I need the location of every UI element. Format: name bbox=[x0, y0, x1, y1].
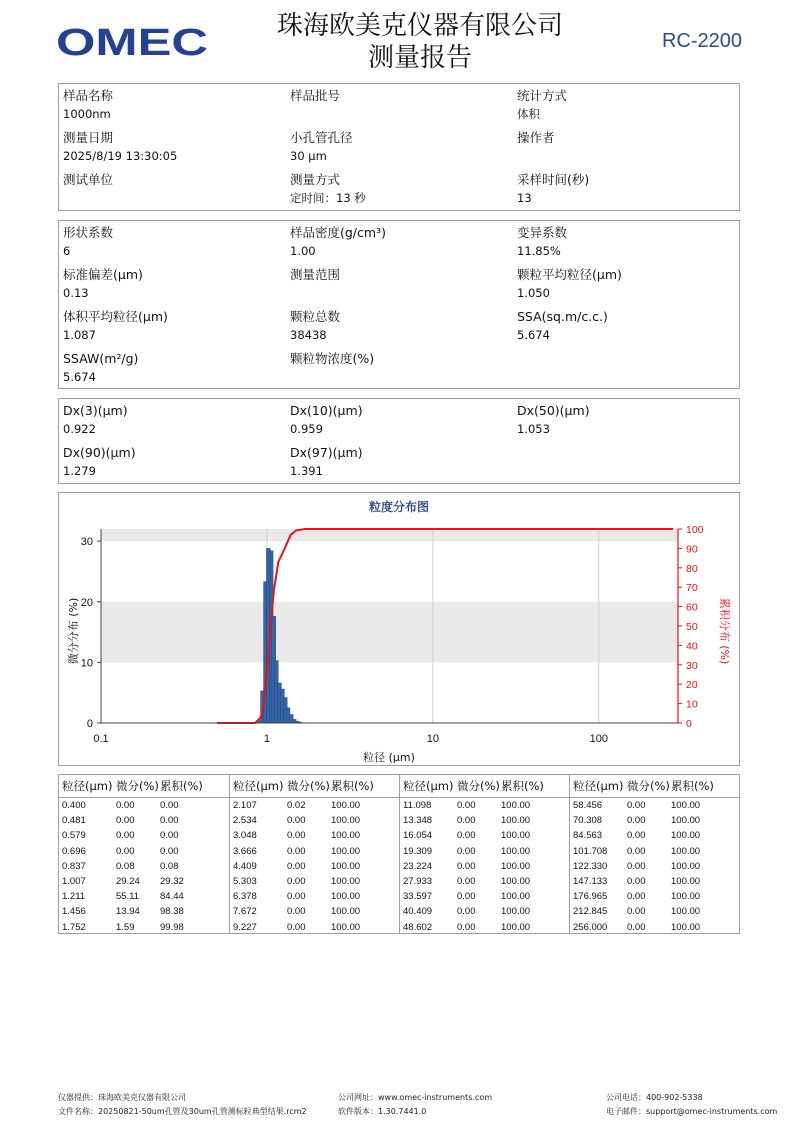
table-cell: 19.309 bbox=[403, 845, 433, 857]
grid-band bbox=[101, 529, 678, 541]
info-cell: 操作者 bbox=[517, 130, 555, 145]
table-cell: 100.00 bbox=[331, 906, 361, 918]
table-cell: 0.00 bbox=[160, 830, 179, 842]
table-cell: 33.597 bbox=[403, 891, 433, 903]
grid-band bbox=[101, 602, 678, 663]
y2-tick-label: 30 bbox=[686, 659, 698, 672]
table-cell: 100.00 bbox=[331, 860, 361, 872]
table-cell: 100.00 bbox=[671, 845, 701, 857]
table-cell: 29.24 bbox=[116, 876, 140, 887]
table-cell: 0.837 bbox=[62, 860, 86, 872]
omec-logo bbox=[56, 22, 212, 62]
stat-cell: 变异系数 11.85% bbox=[517, 225, 568, 258]
table-cell: 0.00 bbox=[287, 876, 306, 887]
table-header: 粒径(µm) bbox=[573, 779, 624, 793]
table-header: 粒径(µm) bbox=[233, 779, 284, 793]
table-header: 累积(%) bbox=[501, 779, 544, 793]
y2-tick-label: 60 bbox=[686, 601, 698, 614]
stat-cell: 颗粒总数 38438 bbox=[290, 309, 341, 342]
table-cell: 0.00 bbox=[457, 845, 476, 857]
table-header: 累积(%) bbox=[671, 779, 714, 793]
x-tick-label: 1 bbox=[263, 733, 271, 745]
table-cell: 100.00 bbox=[671, 891, 701, 903]
table-header: 累积(%) bbox=[160, 779, 203, 793]
table-cell: 0.00 bbox=[116, 830, 135, 842]
table-cell: 0.00 bbox=[160, 800, 179, 811]
table-cell: 0.00 bbox=[457, 800, 476, 811]
y-tick-label: 20 bbox=[80, 596, 93, 609]
table-cell: 100.00 bbox=[671, 921, 701, 933]
stat-cell: SSA(sq.m/c.c.) 5.674 bbox=[517, 309, 608, 342]
table-cell: 100.00 bbox=[671, 876, 701, 887]
table-cell: 84.563 bbox=[573, 830, 603, 842]
table-cell: 100.00 bbox=[331, 845, 361, 857]
table-cell: 0.00 bbox=[627, 845, 646, 857]
y-tick-label: 0 bbox=[86, 718, 93, 730]
table-cell: 0.00 bbox=[287, 830, 306, 842]
table-cell: 0.00 bbox=[287, 815, 306, 827]
percentile-cell: Dx(10)(µm) 0.959 bbox=[290, 403, 363, 436]
table-cell: 98.38 bbox=[160, 906, 184, 918]
table-cell: 0.00 bbox=[627, 800, 646, 811]
table-cell: 7.672 bbox=[233, 906, 257, 918]
table-cell: 100.00 bbox=[331, 815, 361, 827]
table-cell: 100.00 bbox=[671, 830, 701, 842]
stat-cell: 形状系数 6 bbox=[63, 225, 114, 258]
distribution-chart bbox=[59, 493, 739, 765]
chart-title: 粒度分布图 bbox=[368, 500, 430, 514]
info-cell: 样品批号 bbox=[290, 88, 341, 103]
table-cell: 40.409 bbox=[403, 906, 433, 918]
table-cell: 13.348 bbox=[403, 815, 433, 827]
table-cell: 147.133 bbox=[573, 876, 608, 887]
table-cell: 13.94 bbox=[116, 906, 140, 918]
table-cell: 100.00 bbox=[331, 921, 361, 933]
stat-cell: 体积平均粒径(µm) 1.087 bbox=[63, 309, 168, 342]
y2-tick-label: 100 bbox=[686, 524, 704, 536]
table-cell: 100.00 bbox=[501, 800, 531, 811]
table-cell: 2.534 bbox=[233, 815, 257, 827]
table-cell: 0.00 bbox=[457, 815, 476, 827]
stat-cell: 颗粒平均粒径(µm) 1.050 bbox=[517, 267, 622, 300]
report-title: 测量报告 bbox=[367, 43, 472, 73]
table-cell: 0.00 bbox=[457, 921, 476, 933]
table-cell: 100.00 bbox=[501, 815, 531, 827]
table-cell: 100.00 bbox=[501, 830, 531, 842]
stat-cell: 样品密度(g/cm³) 1.00 bbox=[290, 225, 386, 258]
table-cell: 0.00 bbox=[160, 845, 179, 857]
table-cell: 1.007 bbox=[62, 876, 86, 887]
table-header: 粒径(µm) bbox=[403, 779, 454, 793]
table-cell: 16.054 bbox=[403, 830, 433, 842]
table-cell: 100.00 bbox=[501, 860, 531, 872]
table-cell: 0.00 bbox=[287, 891, 306, 903]
table-cell: 84.44 bbox=[160, 891, 184, 903]
table-header: 累积(%) bbox=[331, 779, 374, 793]
table-cell: 0.400 bbox=[62, 800, 86, 811]
table-cell: 0.00 bbox=[627, 830, 646, 842]
footer-provider: 仪器提供：珠海欧美克仪器有限公司 bbox=[58, 1093, 186, 1102]
y-tick-label: 10 bbox=[80, 657, 93, 670]
x-tick-label: 0.1 bbox=[93, 733, 109, 745]
table-cell: 100.00 bbox=[331, 800, 361, 811]
table-cell: 0.08 bbox=[116, 860, 135, 872]
table-cell: 256.000 bbox=[573, 921, 608, 933]
table-cell: 100.00 bbox=[501, 876, 531, 887]
stat-cell: 标准偏差(µm) 0.13 bbox=[63, 267, 143, 300]
table-cell: 4.409 bbox=[233, 860, 257, 872]
y2-tick-label: 90 bbox=[686, 543, 698, 556]
table-header: 微分(%) bbox=[116, 779, 159, 793]
table-cell: 0.00 bbox=[457, 876, 476, 887]
table-cell: 0.00 bbox=[627, 860, 646, 872]
info-cell: 测量日期 2025/8/19 13:30:05 bbox=[63, 130, 178, 163]
table-cell: 48.602 bbox=[403, 921, 433, 933]
table-cell: 0.00 bbox=[116, 800, 135, 811]
y2-tick-label: 80 bbox=[686, 562, 698, 575]
table-cell: 100.00 bbox=[671, 860, 701, 872]
table-cell: 100.00 bbox=[331, 891, 361, 903]
table-header: 粒径(µm) bbox=[62, 779, 113, 793]
table-cell: 70.308 bbox=[573, 815, 603, 827]
table-column-group bbox=[569, 775, 739, 933]
table-cell: 0.00 bbox=[457, 891, 476, 903]
table-cell: 3.666 bbox=[233, 845, 257, 857]
table-cell: 212.845 bbox=[573, 906, 608, 918]
info-cell: 测量方式 定时间：13 秒 bbox=[290, 172, 366, 205]
table-cell: 0.00 bbox=[160, 815, 179, 827]
x-axis-label: 粒径 (µm) bbox=[363, 751, 415, 764]
table-column-group bbox=[229, 775, 399, 933]
table-cell: 23.224 bbox=[403, 860, 433, 872]
table-cell: 101.708 bbox=[573, 845, 608, 857]
percentile-cell: Dx(50)(µm) 1.053 bbox=[517, 403, 590, 436]
table-header: 微分(%) bbox=[457, 779, 500, 793]
table-cell: 3.048 bbox=[233, 830, 257, 842]
table-cell: 100.00 bbox=[501, 906, 531, 918]
table-header: 微分(%) bbox=[627, 779, 670, 793]
table-cell: 0.02 bbox=[287, 800, 306, 811]
logo-text: OMEC bbox=[56, 22, 208, 62]
table-column-group bbox=[59, 775, 229, 933]
table-cell: 122.330 bbox=[573, 860, 608, 872]
table-column-group bbox=[399, 775, 569, 933]
footer-website: 公司网址：www.omec-instruments.com bbox=[338, 1093, 493, 1102]
footer-phone: 公司电话：400-902-5338 bbox=[606, 1093, 703, 1102]
footer-file-name: 文件名称：20250821-50um孔管及30um孔管测标粒典型结果.rcm2 bbox=[58, 1107, 307, 1116]
table-cell: 1.59 bbox=[116, 921, 135, 933]
distribution-data-table bbox=[58, 774, 740, 934]
table-cell: 5.303 bbox=[233, 876, 257, 887]
table-cell: 29.32 bbox=[160, 876, 184, 887]
table-cell: 0.00 bbox=[457, 906, 476, 918]
company-name: 珠海欧美克仪器有限公司 bbox=[276, 11, 563, 41]
table-cell: 0.00 bbox=[627, 921, 646, 933]
report-header-title bbox=[260, 10, 580, 74]
percentile-cell: Dx(3)(µm) 0.922 bbox=[63, 403, 128, 436]
percentile-cell: Dx(97)(µm) 1.391 bbox=[290, 445, 363, 478]
x-tick-label: 10 bbox=[426, 733, 440, 745]
table-cell: 58.456 bbox=[573, 800, 603, 811]
y2-tick-label: 10 bbox=[686, 698, 698, 711]
table-cell: 100.00 bbox=[671, 800, 701, 811]
stat-cell: 颗粒物浓度(%) bbox=[290, 351, 375, 366]
info-cell: 统计方式 体积 bbox=[517, 88, 568, 121]
table-cell: 100.00 bbox=[501, 921, 531, 933]
table-cell: 0.481 bbox=[62, 815, 86, 827]
table-cell: 0.00 bbox=[287, 845, 306, 857]
y2-tick-label: 40 bbox=[686, 640, 698, 653]
footer-email: 电子邮件：support@omec-instruments.com bbox=[606, 1107, 778, 1116]
table-cell: 0.00 bbox=[287, 860, 306, 872]
table-cell: 100.00 bbox=[501, 845, 531, 857]
table-cell: 0.00 bbox=[287, 906, 306, 918]
table-cell: 0.00 bbox=[627, 876, 646, 887]
table-cell: 0.00 bbox=[116, 845, 135, 857]
table-cell: 27.933 bbox=[403, 876, 433, 887]
table-cell: 100.00 bbox=[671, 906, 701, 918]
y2-tick-label: 50 bbox=[686, 621, 698, 633]
footer-software-version: 软件版本：1.30.7441.0 bbox=[338, 1107, 427, 1116]
table-cell: 55.11 bbox=[116, 891, 140, 903]
table-cell: 1.752 bbox=[62, 921, 86, 933]
y2-tick-label: 70 bbox=[686, 582, 698, 595]
table-cell: 0.00 bbox=[627, 815, 646, 827]
table-cell: 2.107 bbox=[233, 800, 257, 811]
table-cell: 11.098 bbox=[403, 800, 432, 811]
table-cell: 9.227 bbox=[233, 921, 257, 933]
percentiles-panel bbox=[58, 398, 740, 484]
table-cell: 1.211 bbox=[62, 891, 86, 903]
table-cell: 0.579 bbox=[62, 830, 86, 842]
info-cell: 小孔管孔径 30 µm bbox=[290, 130, 353, 163]
table-header: 微分(%) bbox=[287, 779, 330, 793]
table-cell: 176.965 bbox=[573, 891, 608, 903]
table-cell: 0.00 bbox=[457, 860, 476, 872]
y2-tick-label: 20 bbox=[686, 679, 698, 692]
table-cell: 0.08 bbox=[160, 860, 179, 872]
info-cell: 测试单位 bbox=[63, 172, 114, 187]
stat-cell: SSAW(m²/g) 5.674 bbox=[63, 351, 139, 384]
y2-axis-label: 累积分布 (%) bbox=[718, 597, 731, 665]
table-cell: 0.00 bbox=[457, 830, 476, 842]
statistics-panel bbox=[58, 220, 740, 389]
y2-tick-label: 0 bbox=[686, 718, 692, 730]
table-cell: 0.00 bbox=[116, 815, 135, 827]
distribution-chart-panel bbox=[58, 492, 740, 766]
y-axis-label: 微分分布 (%) bbox=[67, 597, 80, 665]
info-cell: 采样时间(秒) 13 bbox=[517, 172, 590, 205]
stat-cell: 测量范围 bbox=[290, 267, 341, 282]
table-cell: 1.456 bbox=[62, 906, 86, 918]
table-cell: 0.696 bbox=[62, 845, 86, 857]
table-cell: 100.00 bbox=[671, 815, 701, 827]
table-cell: 0.00 bbox=[627, 891, 646, 903]
sample-info-panel bbox=[58, 83, 740, 211]
table-cell: 0.00 bbox=[287, 921, 306, 933]
info-cell: 样品名称 1000nm bbox=[63, 88, 114, 121]
y-tick-label: 30 bbox=[80, 536, 93, 549]
percentile-cell: Dx(90)(µm) 1.279 bbox=[63, 445, 136, 478]
table-cell: 100.00 bbox=[501, 891, 531, 903]
instrument-model: RC-2200 bbox=[661, 30, 742, 52]
table-cell: 6.378 bbox=[233, 891, 257, 903]
table-cell: 100.00 bbox=[331, 830, 361, 842]
x-tick-label: 100 bbox=[589, 733, 609, 745]
table-cell: 100.00 bbox=[331, 876, 361, 887]
table-cell: 0.00 bbox=[627, 906, 646, 918]
table-cell: 99.98 bbox=[160, 921, 184, 933]
